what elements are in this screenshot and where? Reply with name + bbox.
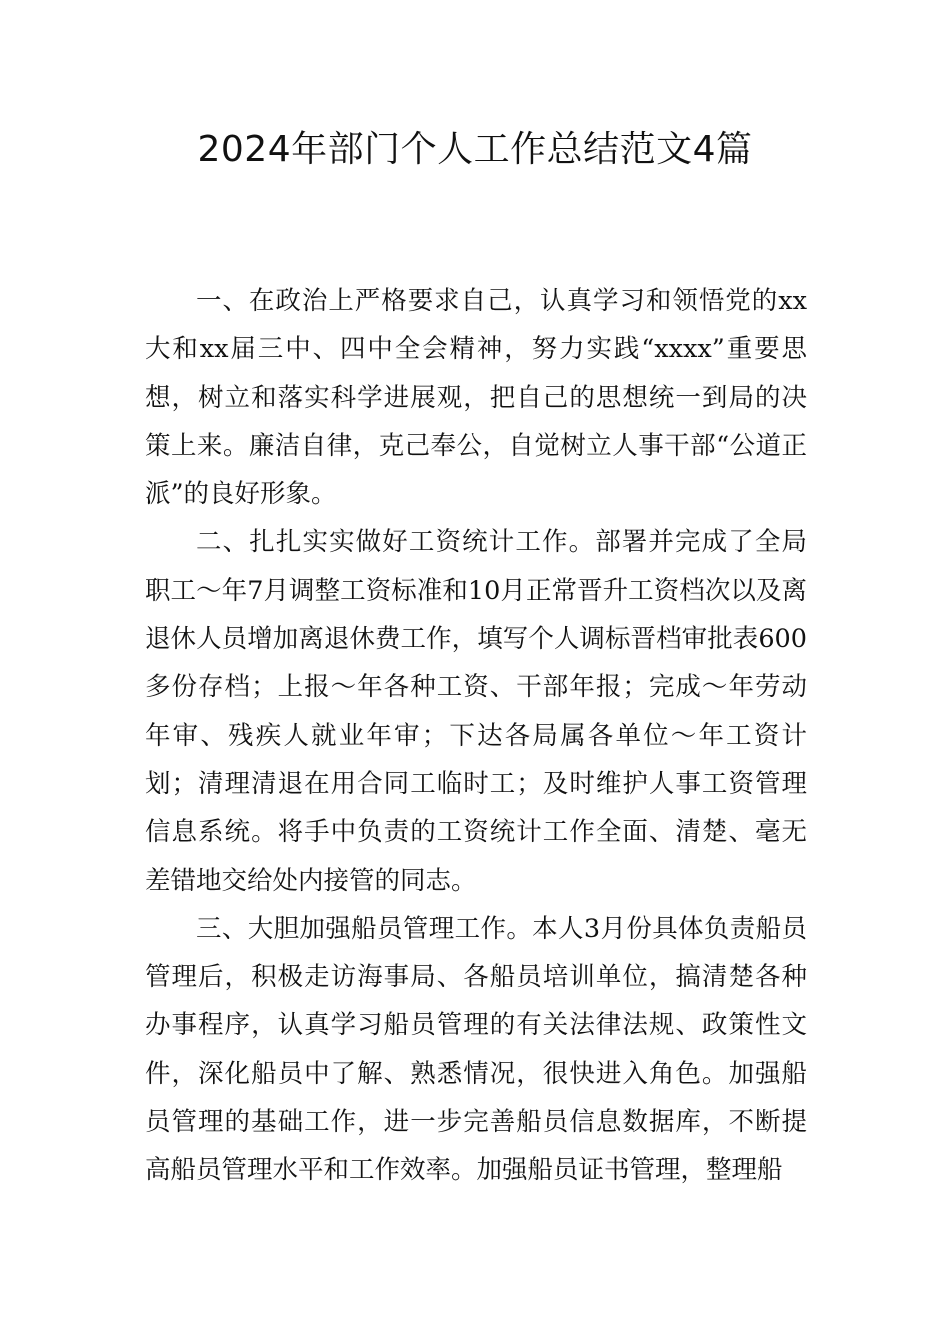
paragraph-1: 一、在政治上严格要求自己，认真学习和领悟党的xx大和xx届三中、四中全会精神，努力实践“xxxx”重要思想，树立和落实科学进展观，把自己的思想统一到局的决策上来。廉洁自律，克己奉公，自觉树立人事干部“公道正派”的良好形象。 xyxy=(145,286,807,510)
paragraph-3: 三、大胆加强船员管理工作。本人3月份具体负责船员管理后，积极走访海事局、各船员培训单位，搞清楚各种办事程序，认真学习船员管理的有关法律法规、政策性文件，深化船员中了解、熟悉情况，很快进入角色。加强船员管理的基础工作，进一步完善船员信息数据库，不断提高船员管理水平和工作效率。加强船员证书管理，整理船 xyxy=(145,913,807,1186)
document-body xyxy=(145,277,807,1195)
document-title: 2024年部门个人工作总结范文4篇 xyxy=(197,129,753,170)
paragraph-2: 二、扎扎实实做好工资统计工作。部署并完成了全局职工～年7月调整工资标准和10月正常晋升工资档次以及离退休人员增加离退休费工作，填写个人调标晋档审批表600多份存档；上报～年各种工资、干部年报；完成～年劳动年审、残疾人就业年审；下达各局属各单位～年工资计划；清理清退在用合同工临时工；及时维护人事工资管理信息系统。将手中负责的工资统计工作全面、清楚、毫无差错地交给处内接管的同志。 xyxy=(145,527,807,896)
